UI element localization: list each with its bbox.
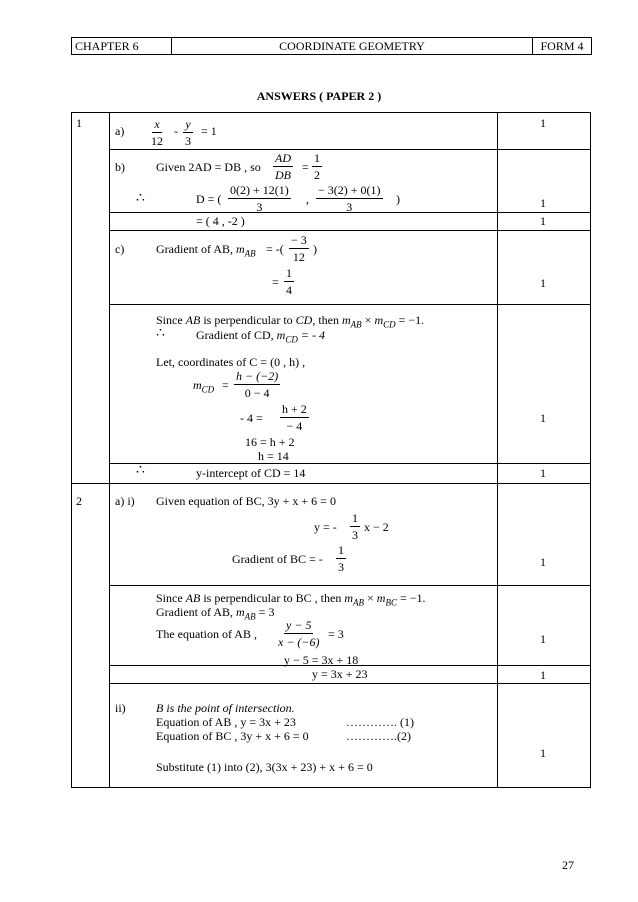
fraction-1-over-3: $\frac{1}{3}$ — [338, 543, 344, 574]
row-line — [109, 585, 591, 586]
given-text: Given 2AD = DB , so — [156, 160, 261, 174]
let-coordinates: Let, coordinates of C = (0 , h) , — [156, 355, 306, 369]
equals-sign: = — [222, 378, 229, 392]
neg-four-eq: - 4 = — [240, 411, 263, 425]
table-col-divider-1 — [109, 112, 110, 788]
part-label: c) — [115, 242, 125, 256]
equation-line: y − 5 = 3x + 18 — [284, 653, 359, 667]
fraction-h-plus-2: $\frac{h + 2}{- 4}$ — [282, 402, 307, 433]
fraction-gradient-cd: $\frac{h - (-2)}{0 - 4}$ — [236, 369, 279, 400]
mark: 1 — [540, 196, 546, 210]
header-chapter: CHAPTER 6 — [72, 38, 172, 54]
question-number: 2 — [76, 494, 82, 508]
table-col-divider-2 — [497, 112, 498, 788]
mark: 1 — [540, 276, 546, 290]
m-cd-label: $m_{CD}$ — [193, 378, 215, 395]
row-line — [109, 230, 591, 231]
x-minus-2: x − 2 — [364, 520, 389, 534]
equals-three: = 3 — [328, 627, 344, 641]
equation-line: y = 3x + 23 — [312, 667, 368, 681]
equation-ab: Equation of AB , y = 3x + 23 — [156, 715, 296, 729]
fraction-x-coordinate: $\frac{0(2) + 12(1)}{3}$ — [230, 183, 289, 214]
row-line — [71, 483, 591, 484]
mark: 1 — [540, 632, 546, 646]
perpendicular-statement: Since AB is perpendicular to BC , then $m_{AB} \times m_{BC} = -1$. — [156, 591, 426, 608]
page-number: 27 — [562, 858, 574, 872]
gradient-ab-text: Gradient of AB, $m_{AB}$ — [156, 242, 256, 259]
equation-label-1: …………. (1) — [346, 715, 414, 729]
equation-ab-text: The equation of AB , — [156, 627, 257, 641]
row-line — [109, 304, 591, 305]
table-border-right — [590, 112, 591, 788]
part-label: a) i) — [115, 494, 135, 508]
minus-sign: - — [174, 124, 178, 138]
mark: 1 — [540, 668, 546, 682]
eq-neg: = -( — [266, 242, 284, 256]
fraction-y-coordinate: $\frac{- 3(2) + 0(1)}{3}$ — [318, 183, 381, 214]
gradient-bc-text: Gradient of BC = - — [232, 552, 323, 566]
result-d: = ( 4 , -2 ) — [196, 214, 245, 228]
close-paren: ) — [313, 242, 317, 256]
question-number: 1 — [76, 116, 82, 130]
fraction-1-over-2: $\frac{1}{2}$ — [314, 151, 320, 182]
chapter-header — [71, 37, 592, 55]
y-equals: y = - — [314, 520, 337, 534]
equals-sign: = — [272, 275, 279, 289]
header-topic: COORDINATE GEOMETRY — [172, 38, 533, 54]
d-open: D = ( — [196, 192, 222, 206]
equation-bc: Equation of BC , 3y + x + 6 = 0 — [156, 729, 309, 743]
fraction-y-over-3: $\frac{y}{3}$ — [185, 117, 191, 148]
d-close: ) — [396, 192, 400, 206]
equation-line: 16 = h + 2 — [245, 435, 295, 449]
mark: 1 — [540, 466, 546, 480]
intersection-statement: B is the point of intersection. — [156, 701, 295, 715]
header-form: FORM 4 — [540, 39, 584, 53]
mark: 1 — [540, 411, 546, 425]
perpendicular-statement: Since AB is perpendicular to CD, then $m_{AB} \times m_{CD} = -1$. — [156, 313, 425, 330]
therefore-symbol: ∴ — [156, 326, 165, 341]
part-label: a) — [115, 124, 125, 138]
row-line — [109, 149, 591, 150]
substitution-step: Substitute (1) into (2), 3(3x + 23) + x + 6 = 0 — [156, 760, 373, 774]
equals-sign: = — [302, 160, 309, 174]
gradient-cd-text: Gradient of CD, $m_{CD}$ = - 4 — [196, 328, 325, 345]
fraction-neg3-over-12: $\frac{- 3}{12}$ — [291, 233, 307, 264]
equation-label-2: ………….(2) — [346, 729, 411, 743]
fraction-ad-over-db: $\frac{AD}{DB}$ — [275, 151, 291, 182]
page-title: ANSWERS ( PAPER 2 ) — [256, 89, 382, 103]
comma: , — [306, 192, 309, 206]
fraction-slope-ab: $\frac{y - 5}{x - (-6)}$ — [278, 618, 320, 649]
equation-rhs: = 1 — [201, 124, 217, 138]
fraction-1-over-4: $\frac{1}{4}$ — [286, 266, 292, 297]
therefore-symbol: ∴ — [136, 463, 145, 478]
therefore-symbol: ∴ — [136, 191, 145, 206]
mark: 1 — [540, 746, 546, 760]
fraction-x-over-12: $\frac{x}{12}$ — [151, 117, 163, 148]
row-line — [109, 683, 591, 684]
y-intercept-result: y-intercept of CD = 14 — [196, 466, 306, 480]
part-label: b) — [115, 160, 125, 174]
part-label: ii) — [115, 701, 126, 715]
given-text: Given equation of BC, 3y + x + 6 = 0 — [156, 494, 336, 508]
equation-line: h = 14 — [258, 449, 289, 463]
mark: 1 — [540, 555, 546, 569]
table-border-top — [71, 112, 591, 113]
fraction-1-over-3: $\frac{1}{3}$ — [352, 511, 358, 542]
mark: 1 — [540, 214, 546, 228]
table-border-left — [71, 112, 72, 788]
row-line — [109, 463, 591, 464]
table-border-bottom — [71, 787, 591, 788]
gradient-ab-text: Gradient of AB, $m_{AB} = 3$ — [156, 605, 275, 622]
mark: 1 — [540, 116, 546, 130]
